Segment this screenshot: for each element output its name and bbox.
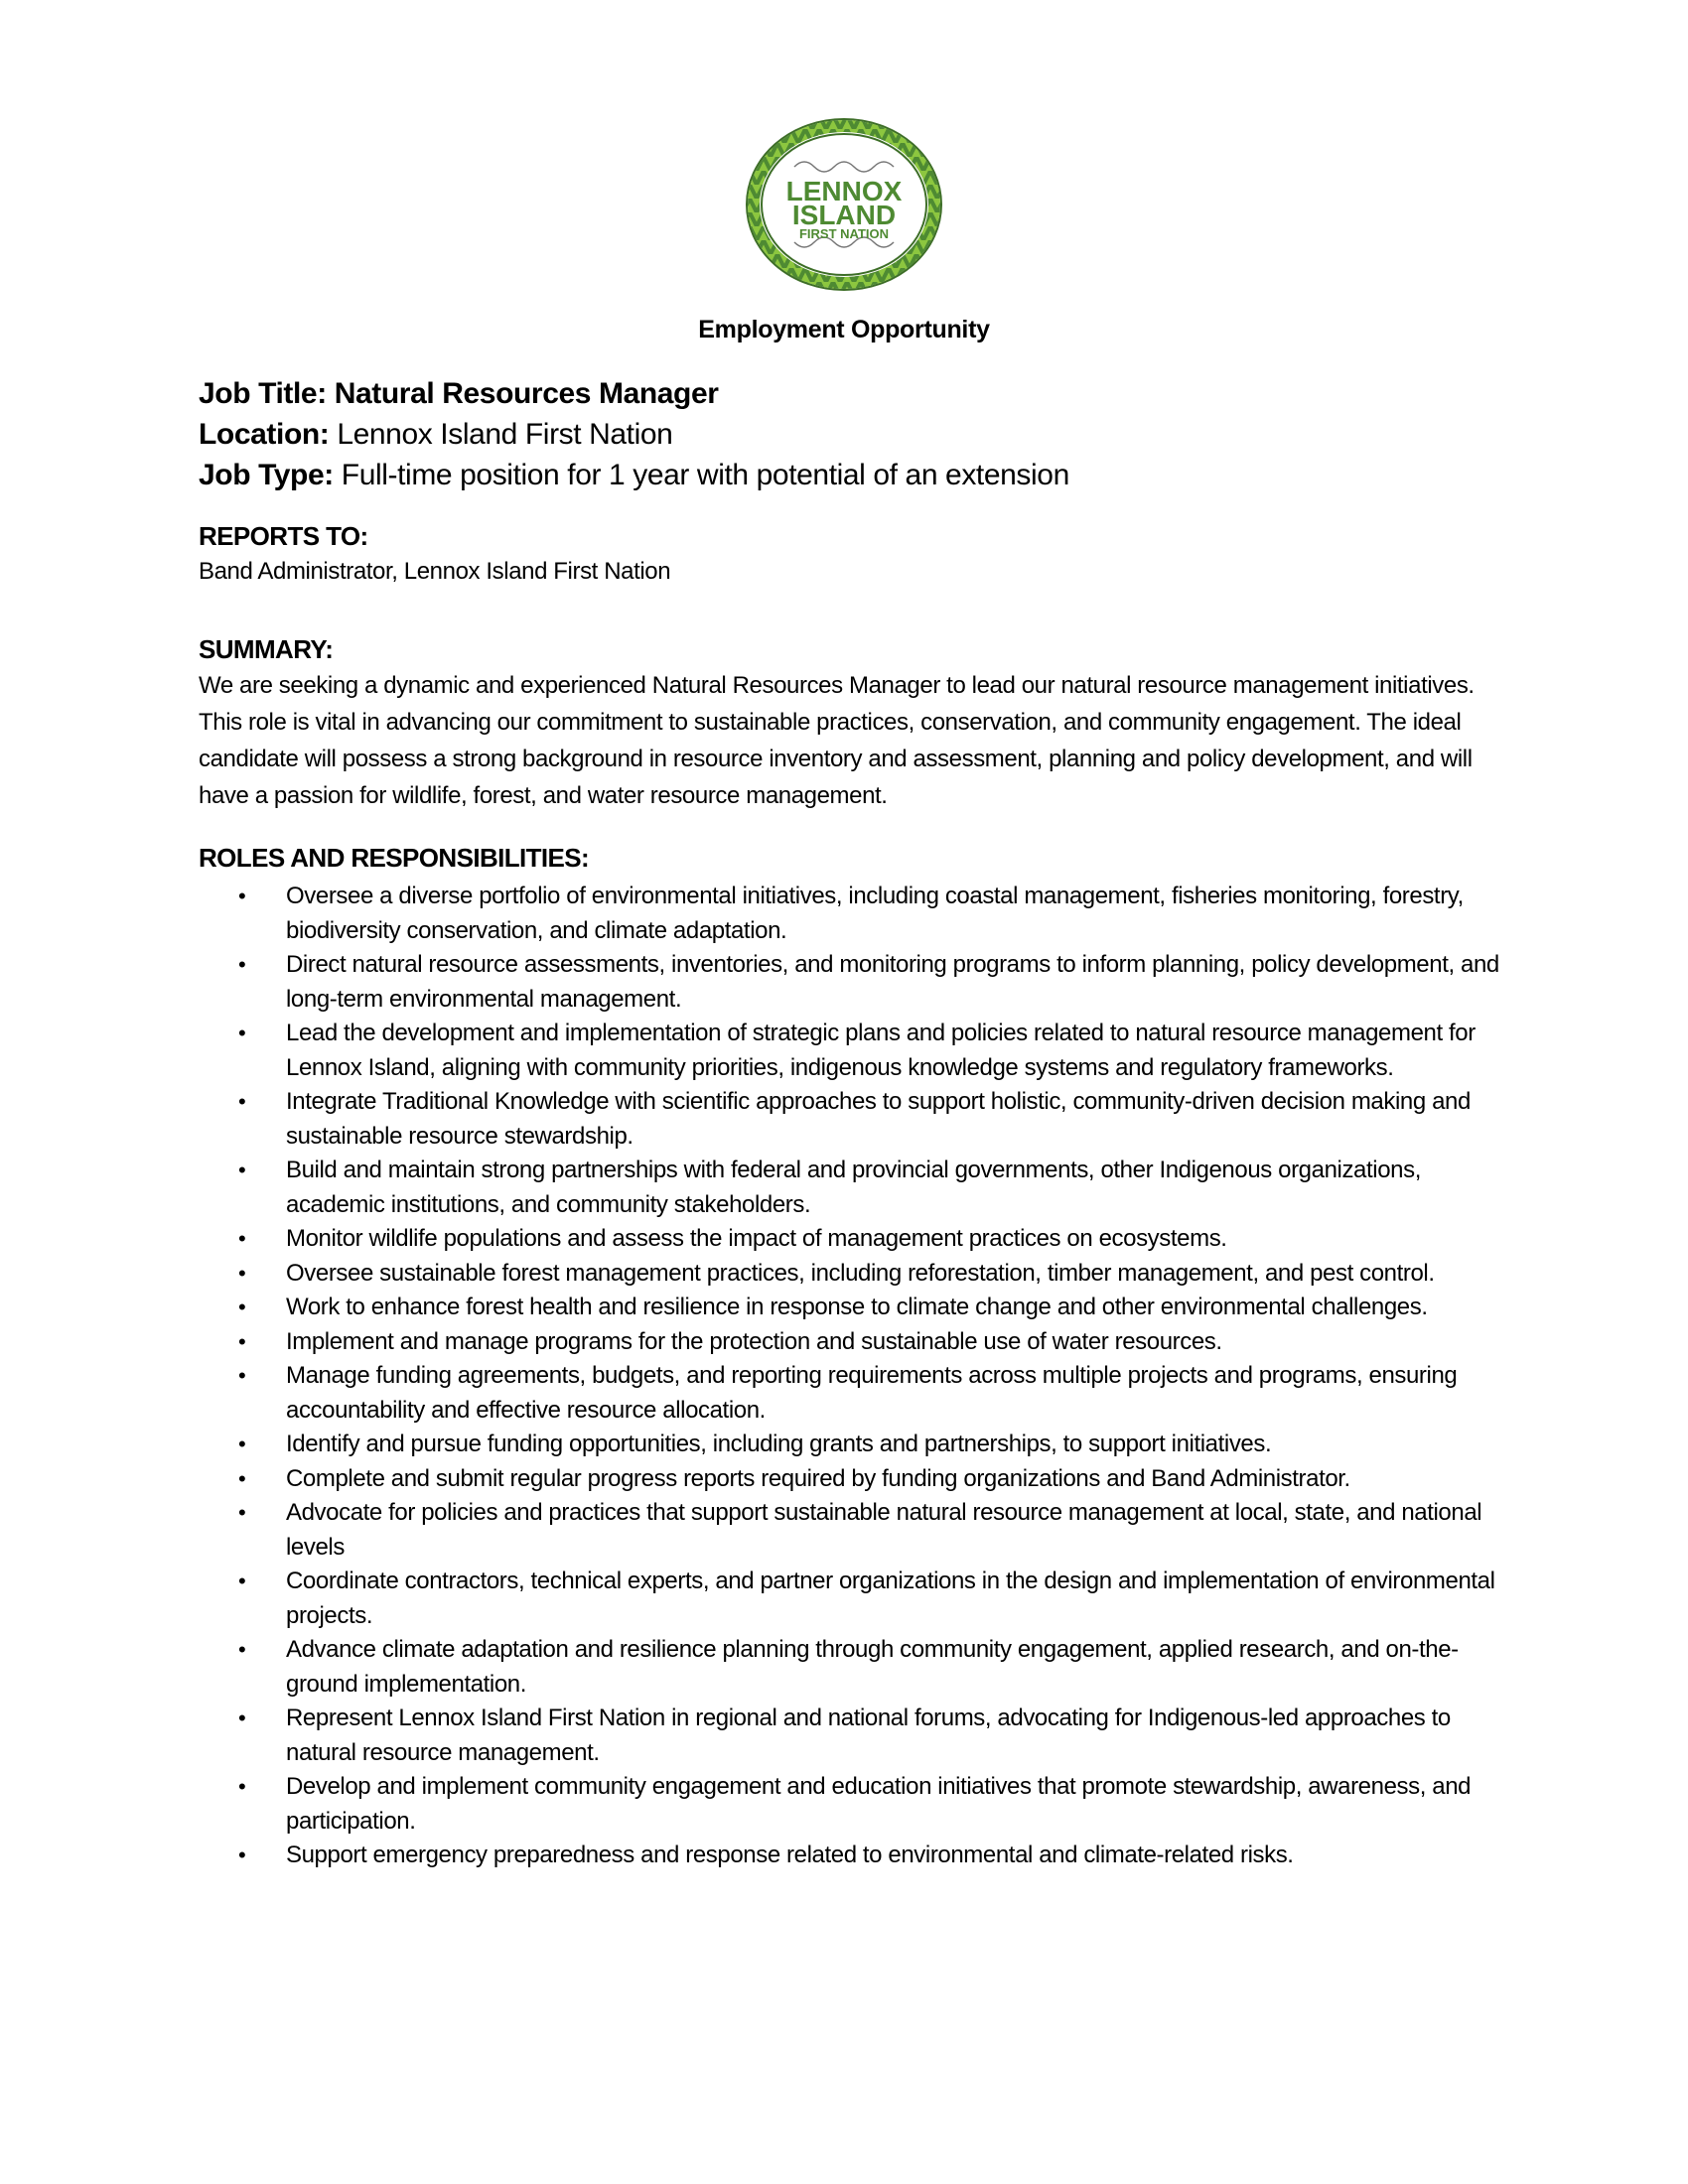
job-title-label: Job Title: xyxy=(199,377,327,410)
roles-heading: ROLES AND RESPONSIBILITIES: xyxy=(199,843,590,873)
list-item: • Advance climate adaptation and resilience planning through community engagement, applied research, and on-the-ground implementation. xyxy=(199,1633,1509,1702)
bullet-icon: • xyxy=(238,1158,246,1182)
bullet-icon: • xyxy=(238,1226,246,1251)
list-item: • Complete and submit regular progress reports required by funding organizations and Band Administrator. xyxy=(199,1462,1509,1497)
roles-list xyxy=(199,880,1509,1873)
job-info xyxy=(199,373,1069,495)
list-item: • Manage funding agreements, budgets, and reporting requirements across multiple projects and programs, ensuring accountability and effective resource allocation. xyxy=(199,1359,1509,1428)
list-item: • Develop and implement community engagement and education initiatives that promote stewardship, awareness, and participation. xyxy=(199,1770,1509,1839)
job-location-value: Lennox Island First Nation xyxy=(337,418,673,451)
logo-text-island: ISLAND xyxy=(791,200,897,230)
list-item: • Build and maintain strong partnerships with federal and provincial governments, other Indigenous organizations, academic institutions, and community stakeholders. xyxy=(199,1154,1509,1222)
list-item: • Represent Lennox Island First Nation in regional and national forums, advocating for Indigenous-led approaches to natural resource management. xyxy=(199,1702,1509,1770)
list-item: • Implement and manage programs for the protection and sustainable use of water resources. xyxy=(199,1325,1509,1360)
bullet-icon: • xyxy=(238,1843,246,1867)
job-type-label: Job Type: xyxy=(199,459,334,491)
page-title: Employment Opportunity xyxy=(698,316,990,343)
summary-text: We are seeking a dynamic and experienced Natural Resources Manager to lead our natural resource management initiatives. This role is vital in advancing our commitment to sustainable practices, conservation, and community engagement. The ideal candidate will possess a strong background in resource inventory and assessment, planning and policy development, and will have a passion for wildlife, forest, and water resource management. xyxy=(199,672,1475,809)
bullet-icon: • xyxy=(238,1432,246,1456)
list-item: • Oversee sustainable forest management practices, including reforestation, timber management, and pest control. xyxy=(199,1257,1509,1292)
reports-to-value: Band Administrator, Lennox Island First Nation xyxy=(199,558,671,585)
bullet-icon: • xyxy=(238,1363,246,1388)
logo-text-lennox: LENNOX xyxy=(785,176,903,206)
bullet-icon: • xyxy=(238,952,246,977)
roles-section xyxy=(199,840,1509,1873)
bullet-icon: • xyxy=(238,1260,246,1286)
list-item: • Work to enhance forest health and resilience in response to climate change and other environmental challenges. xyxy=(199,1291,1509,1325)
summary-section xyxy=(199,631,1509,814)
list-item: • Lead the development and implementation of strategic plans and policies related to natural resource management for Lennox Island, aligning with community priorities, indigenous knowledge systems and regulatory frameworks. xyxy=(199,1017,1509,1085)
bullet-icon: • xyxy=(238,1465,246,1491)
job-title-value: Natural Resources Manager xyxy=(334,377,719,410)
bullet-icon: • xyxy=(238,884,246,908)
bullet-icon: • xyxy=(238,1328,246,1354)
lennox-island-logo xyxy=(743,115,945,294)
logo-text-first-nation: FIRST NATION xyxy=(798,226,890,241)
list-item: • Oversee a diverse portfolio of environmental initiatives, including coastal management, fisheries monitoring, forestry, biodiversity conservation, and climate adaptation. xyxy=(199,880,1509,948)
bullet-icon: • xyxy=(238,1295,246,1319)
bullet-icon: • xyxy=(238,1569,246,1593)
list-item: • Support emergency preparedness and response related to environmental and climate-related risks. xyxy=(199,1839,1509,1873)
job-title-line xyxy=(199,373,1069,414)
logo-emblem-icon xyxy=(743,115,945,294)
list-item: • Direct natural resource assessments, inventories, and monitoring programs to inform planning, policy development, and long-term environmental management. xyxy=(199,948,1509,1017)
reports-to-heading: REPORTS TO: xyxy=(199,521,368,551)
list-item: • Advocate for policies and practices that support sustainable natural resource management at local, state, and national levels xyxy=(199,1496,1509,1565)
job-type-value: Full-time position for 1 year with potential of an extension xyxy=(341,459,1069,491)
list-item: • Monitor wildlife populations and assess the impact of management practices on ecosystems. xyxy=(199,1222,1509,1257)
list-item: • Identify and pursue funding opportunities, including grants and partnerships, to support initiatives. xyxy=(199,1428,1509,1462)
job-location-line xyxy=(199,414,1069,455)
summary-heading: SUMMARY: xyxy=(199,634,334,664)
bullet-icon: • xyxy=(238,1774,246,1799)
list-item: • Integrate Traditional Knowledge with scientific approaches to support holistic, community-driven decision making and sustainable resource stewardship. xyxy=(199,1085,1509,1154)
reports-to-section xyxy=(199,518,670,590)
job-type-line xyxy=(199,455,1069,495)
bullet-icon: • xyxy=(238,1089,246,1114)
bullet-icon: • xyxy=(238,1637,246,1662)
bullet-icon: • xyxy=(238,1021,246,1045)
bullet-icon: • xyxy=(238,1500,246,1525)
bullet-icon: • xyxy=(238,1706,246,1730)
job-location-label: Location: xyxy=(199,418,330,451)
list-item: • Coordinate contractors, technical experts, and partner organizations in the design and implementation of environmental projects. xyxy=(199,1565,1509,1633)
